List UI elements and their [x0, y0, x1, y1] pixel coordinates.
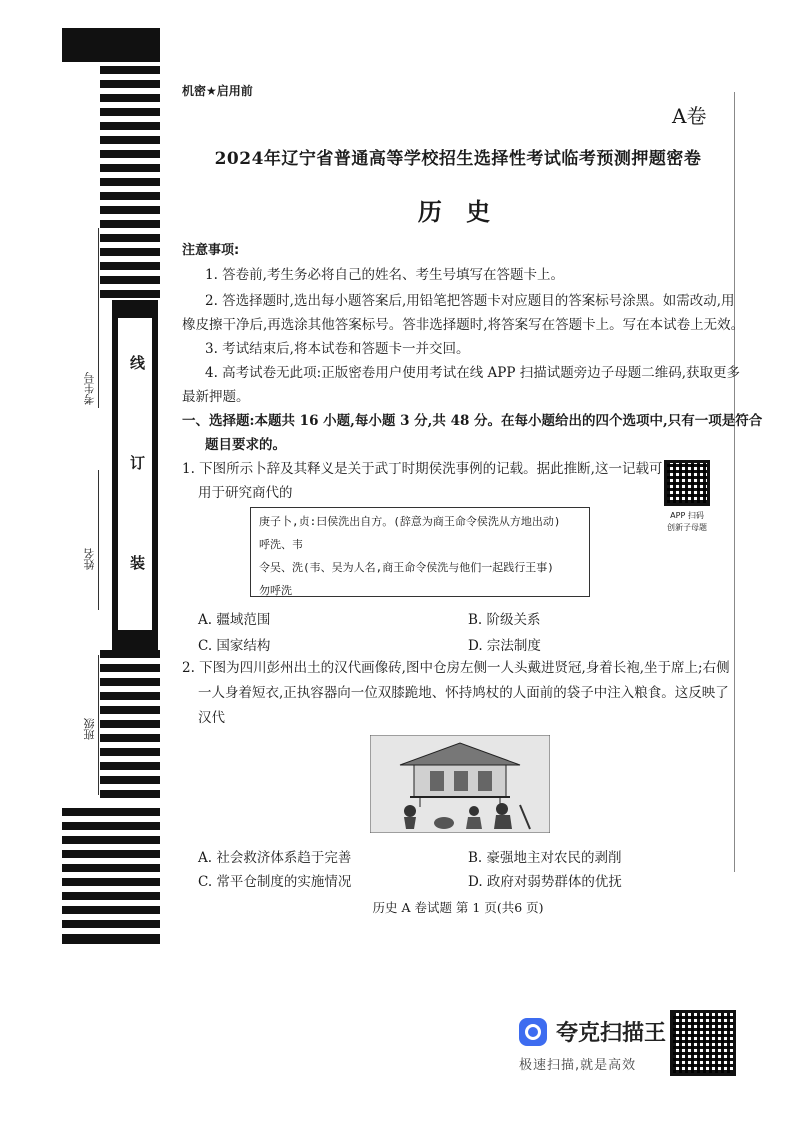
notice-item: 3. 考试结束后,将本试卷和答题卡一并交回。 — [205, 341, 470, 357]
q1-quote-line: 令吴、洗(韦、吴为人名,商王命令侯洗与他们一起践行王事) — [259, 561, 554, 574]
q1-qr-code — [664, 460, 710, 506]
notice-item: 4. 高考试卷无此项:正版密卷用户使用考试在线 APP 扫描试题旁边子母题二维码,获取更多 — [205, 365, 741, 381]
q1-qr-caption: APP 扫码 — [670, 511, 704, 520]
q1-option-c[interactable]: C. 国家结构 — [198, 638, 271, 654]
q2-stem: 2. 下图为四川彭州出土的汉代画像砖,图中仓房左侧一人头戴进贤冠,身着长袍,坐于席上;右侧 — [182, 660, 730, 676]
q2-option-a[interactable]: A. 社会救济体系趋于完善 — [198, 850, 352, 866]
section1-instruction-cont: 题目要求的。 — [205, 437, 286, 453]
q1-stem-cont: 用于研究商代的 — [198, 485, 293, 501]
scanner-logo-icon — [519, 1018, 547, 1046]
right-border-line — [734, 92, 735, 872]
q1-oracle-inscription-box — [250, 507, 590, 597]
scanner-qr-code — [670, 1010, 736, 1076]
name-label: 姓名 — [83, 548, 96, 570]
q2-option-c[interactable]: C. 常平仓制度的实施情况 — [198, 874, 352, 890]
secret-label: 机密★启用前 — [182, 84, 253, 98]
q1-quote-line: 庚子卜,贞:曰侯洗出自方。(辞意为商王命令侯洗从方地出动) — [259, 515, 561, 528]
q1-qr-caption-sub: 创新子母题 — [667, 523, 707, 532]
binding-line-char: 线 — [128, 355, 146, 370]
q2-stem-cont: 一人身着短衣,正执容器向一位双膝跪地、怀持鸠杖的人面前的袋子中注入粮食。这反映了 — [198, 685, 729, 701]
scanner-brand: 夸克扫描王 — [556, 1021, 667, 1046]
exam-title: 2024年辽宁省普通高等学校招生选择性考试临考预测押题密卷 — [214, 149, 702, 169]
scanner-slogan: 极速扫描,就是高效 — [519, 1058, 637, 1073]
q1-option-b[interactable]: B. 阶级关系 — [468, 612, 541, 628]
subject-title: 历 史 — [417, 197, 499, 226]
binding-ding-char: 订 — [128, 455, 146, 470]
q1-option-d[interactable]: D. 宗法制度 — [468, 638, 541, 654]
class-label: 班级 — [83, 718, 96, 740]
q2-option-b[interactable]: B. 豪强地主对农民的剥削 — [468, 850, 622, 866]
q1-quote-line: 呼洗、韦 — [259, 538, 303, 551]
class-line — [98, 655, 99, 795]
notice-item: 最新押题。 — [182, 389, 250, 405]
page-footer: 历史 A 卷试题 第 1 页(共6 页) — [372, 900, 544, 915]
q1-stem: 1. 下图所示卜辞及其释义是关于武丁时期侯洗事例的记载。据此推断,这一记载可 — [182, 461, 663, 477]
notice-item: 2. 答选择题时,选出每小题答案后,用铅笔把答题卡对应题目的答案标号涂黑。如需改动,用 — [205, 293, 735, 309]
notice-item: 1. 答卷前,考生务必将自己的姓名、考生号填写在答题卡上。 — [205, 267, 564, 283]
exam-number-line — [98, 228, 99, 408]
notice-heading: 注意事项: — [182, 243, 240, 258]
name-line — [98, 470, 99, 610]
binding-zhuang-char: 装 — [128, 555, 146, 570]
q2-han-brick-relief-image — [370, 735, 550, 833]
section1-instruction: 一、选择题:本题共 16 小题,每小题 3 分,共 48 分。在每小题给出的四个选项中,只有一项是符合 — [182, 413, 763, 429]
q2-stem-cont: 汉代 — [198, 710, 225, 726]
q2-option-d[interactable]: D. 政府对弱势群体的优抚 — [468, 874, 622, 890]
notice-item: 橡皮擦干净后,再选涂其他答案标号。答非选择题时,将答案写在答题卡上。写在本试卷上无效。 — [182, 317, 745, 333]
q1-quote-line: 勿呼洗 — [259, 584, 292, 597]
paper-version: A卷 — [672, 104, 707, 128]
q1-option-a[interactable]: A. 疆域范围 — [198, 612, 271, 628]
exam-number-label: 考生号 — [83, 372, 96, 405]
